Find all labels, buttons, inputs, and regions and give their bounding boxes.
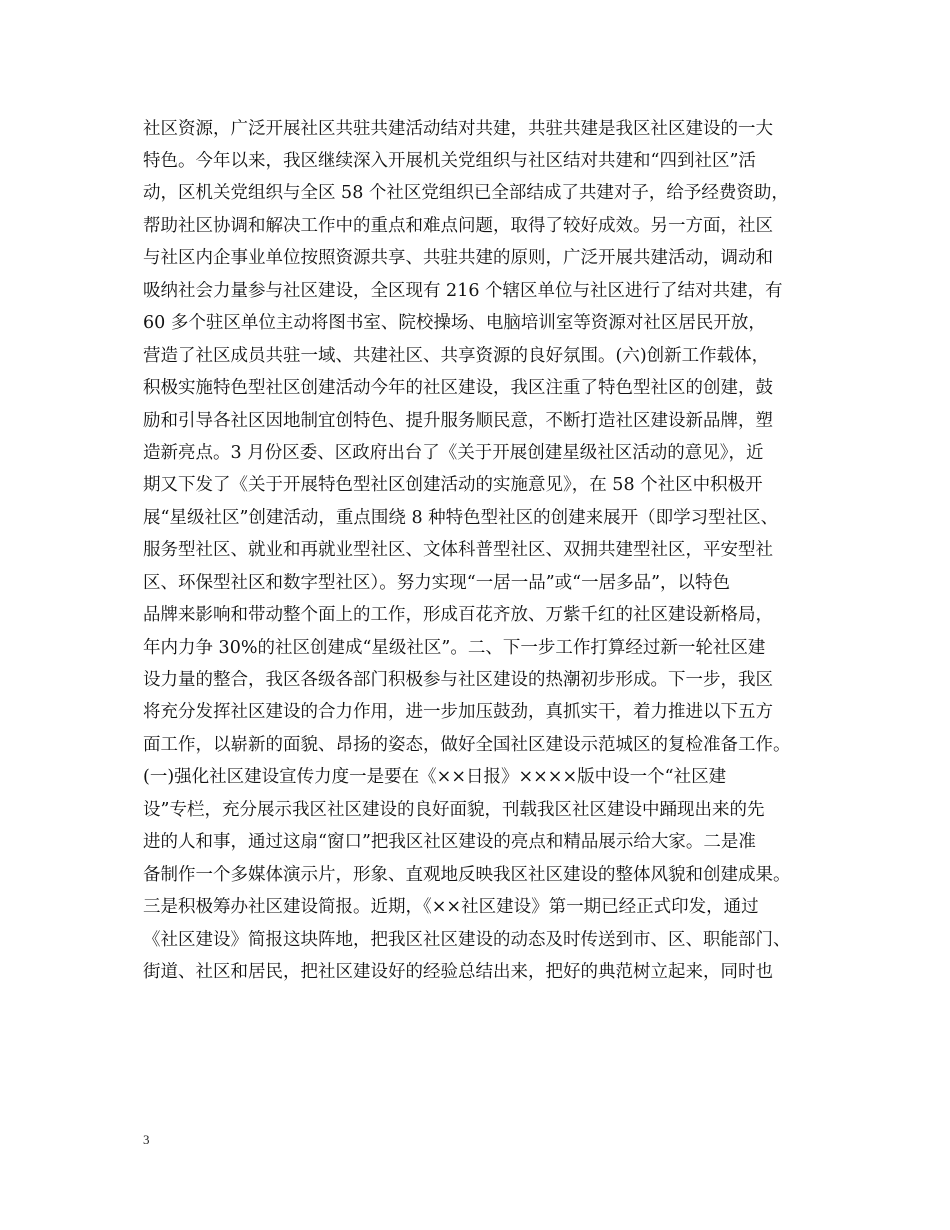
text-line: 备制作一个多媒体演示片，形象、直观地反映我区社区建设的整体风貌和创建成果。 [143,865,791,885]
text-line: 励和引导各社区因地制宜创特色、提升服务顺民意，不断打造社区建设新品牌，塑 [143,411,773,431]
text-line: (一)强化社区建设宣传力度一是要在《××日报》××××版中设一个“社区建 [143,767,727,787]
text-line: 造新亮点。3 月份区委、区政府出台了《关于开展创建星级社区活动的意见》，近 [143,443,764,463]
text-line: 吸纳社会力量参与社区建设，全区现有 216 个辖区单位与社区进行了结对共建，有 [143,281,783,301]
text-line: 社区资源，广泛开展社区共驻共建活动结对共建，共驻共建是我区社区建设的一大 [143,119,773,139]
text-line: 进的人和事，通过这扇“窗口”把我区社区建设的亮点和精品展示给大家。二是准 [143,832,756,852]
text-line: 与社区内企事业单位按照资源共享、共驻共建的原则，广泛开展共建活动，调动和 [143,248,773,268]
text-line: 期又下发了《关于开展特色型社区创建活动的实施意见》，在 58 个社区中积极开 [143,475,763,495]
text-line: 展“星级社区”创建活动，重点围绕 8 种特色型社区的创建来展开（即学习型社区、 [143,508,779,528]
text-line: 年内力争 30%的社区创建成“星级社区”。二、下一步工作打算经过新一轮社区建 [143,638,766,658]
text-line: 三是积极筹办社区建设简报。近期，《××社区建设》第一期已经正式印发，通过 [143,897,759,917]
text-line: 积极实施特色型社区创建活动今年的社区建设，我区注重了特色型社区的创建，鼓 [143,378,773,398]
text-line: 品牌来影响和带动整个面上的工作，形成百花齐放、万紫千红的社区建设新格局， [143,605,773,625]
text-line: 将充分发挥社区建设的合力作用，进一步加压鼓劲，真抓实干，着力推进以下五方 [143,702,773,722]
text-line: 动，区机关党组织与全区 58 个社区党组织已全部结成了共建对子，给予经费资助， [143,183,789,203]
text-line: 帮助社区协调和解决工作中的重点和难点问题，取得了较好成效。另一方面，社区 [143,216,773,236]
text-line: 服务型社区、就业和再就业型社区、文体科普型社区、双拥共建型社区，平安型社 [143,540,773,560]
page-number: 3 [143,1132,150,1147]
text-line: 60 多个驻区单位主动将图书室、院校操场、电脑培训室等资源对社区居民开放， [143,313,766,333]
text-line: 设”专栏，充分展示我区社区建设的良好面貌，刊载我区社区建设中踊现出来的先 [143,800,765,820]
text-line: 面工作，以崭新的面貌、昂扬的姿态，做好全国社区建设示范城区的复检准备工作。 [143,735,791,755]
text-line: 区、环保型社区和数字型社区）。努力实现“一居一品”或“一居多品”，以特色 [143,573,731,593]
text-line: 设力量的整合，我区各级各部门积极参与社区建设的热潮初步形成。下一步，我区 [143,670,773,690]
text-line: 营造了社区成员共驻一域、共建社区、共享资源的良好氛围。(六)创新工作载体， [143,346,770,366]
text-line: 街道、社区和居民，把社区建设好的经验总结出来，把好的典范树立起来，同时也 [143,962,773,982]
text-line: 《社区建设》简报这块阵地，把我区社区建设的动态及时传送到市、区、职能部门、 [143,930,791,950]
text-line: 特色。今年以来，我区继续深入开展机关党组织与社区结对共建和“四到社区”活 [143,151,756,171]
